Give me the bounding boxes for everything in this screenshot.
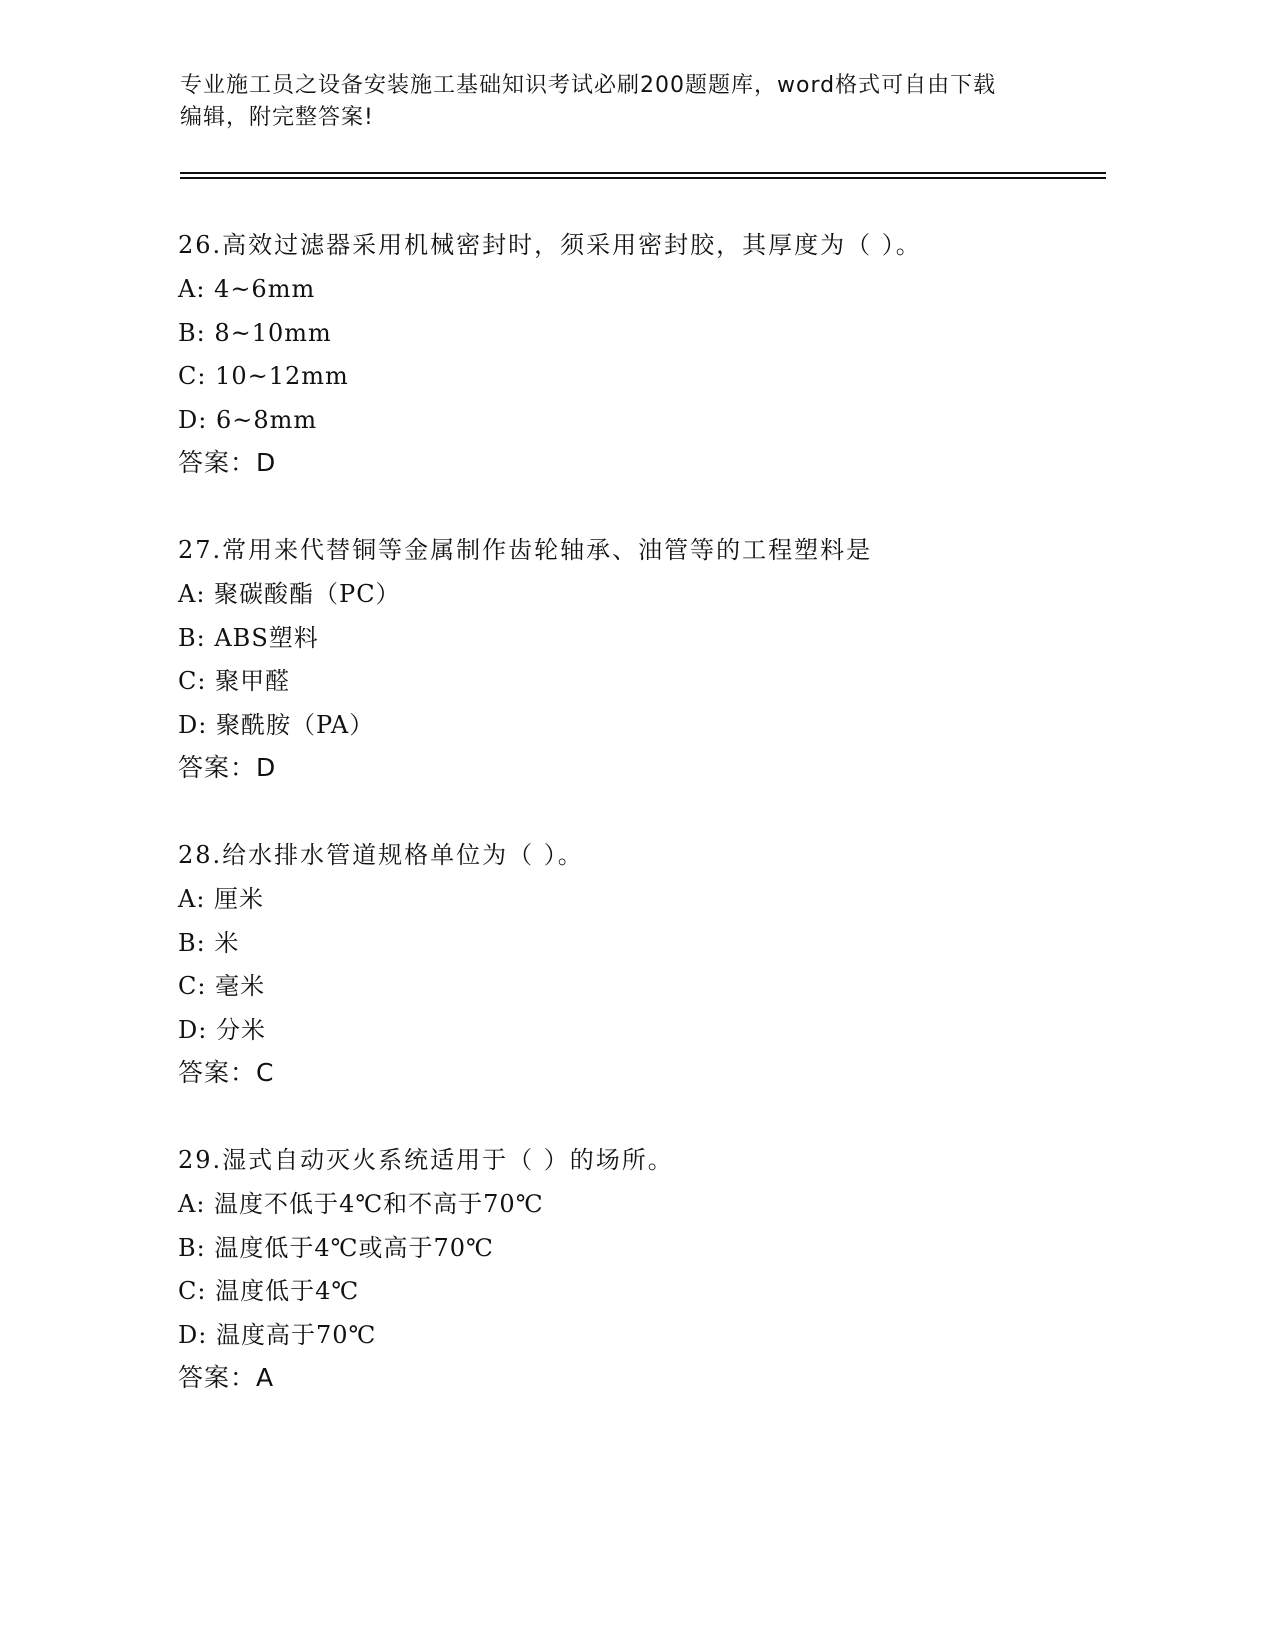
option-c: C: 毫米 bbox=[178, 972, 266, 1000]
header-divider-second bbox=[180, 177, 1106, 179]
question-stem: 28.给水排水管道规格单位为（ ）。 bbox=[178, 841, 584, 869]
question-28 bbox=[178, 840, 1118, 1088]
question-26 bbox=[178, 230, 1118, 478]
question-27 bbox=[178, 535, 1118, 783]
option-d: D: 分米 bbox=[178, 1015, 266, 1044]
answer: 答案：D bbox=[178, 753, 277, 782]
question-stem: 26.高效过滤器采用机械密封时，须采用密封胶，其厚度为（ ）。 bbox=[178, 231, 922, 259]
option-b: B: ABS塑料 bbox=[178, 623, 319, 652]
document-header bbox=[180, 70, 1080, 134]
option-d: D: 聚酰胺（PA） bbox=[178, 710, 375, 739]
option-b: B: 8~10mm bbox=[178, 318, 332, 347]
option-a: A: 聚碳酸酯（PC） bbox=[178, 580, 401, 608]
answer: 答案：C bbox=[178, 1058, 275, 1087]
question-stem: 29.湿式自动灭火系统适用于（ ）的场所。 bbox=[178, 1146, 674, 1174]
answer: 答案：A bbox=[178, 1363, 275, 1392]
option-b: B: 温度低于4℃或高于70℃ bbox=[178, 1233, 494, 1262]
option-c: C: 聚甲醛 bbox=[178, 667, 291, 695]
question-29 bbox=[178, 1145, 1118, 1393]
answer: 答案：D bbox=[178, 448, 277, 477]
option-b: B: 米 bbox=[178, 928, 240, 957]
option-d: D: 6~8mm bbox=[178, 405, 318, 434]
option-c: C: 温度低于4℃ bbox=[178, 1277, 360, 1305]
option-a: A: 4~6mm bbox=[178, 275, 316, 303]
header-title-line-1: 专业施工员之设备安装施工基础知识考试必刷200题题库，word格式可自由下载 bbox=[180, 73, 997, 98]
header-title-line-2: 编辑，附完整答案! bbox=[180, 105, 374, 130]
header-divider bbox=[180, 172, 1106, 174]
question-stem: 27.常用来代替铜等金属制作齿轮轴承、油管等的工程塑料是 bbox=[178, 536, 873, 564]
option-a: A: 厘米 bbox=[178, 885, 265, 913]
option-a: A: 温度不低于4℃和不高于70℃ bbox=[178, 1190, 544, 1218]
option-d: D: 温度高于70℃ bbox=[178, 1320, 377, 1349]
option-c: C: 10~12mm bbox=[178, 362, 349, 390]
